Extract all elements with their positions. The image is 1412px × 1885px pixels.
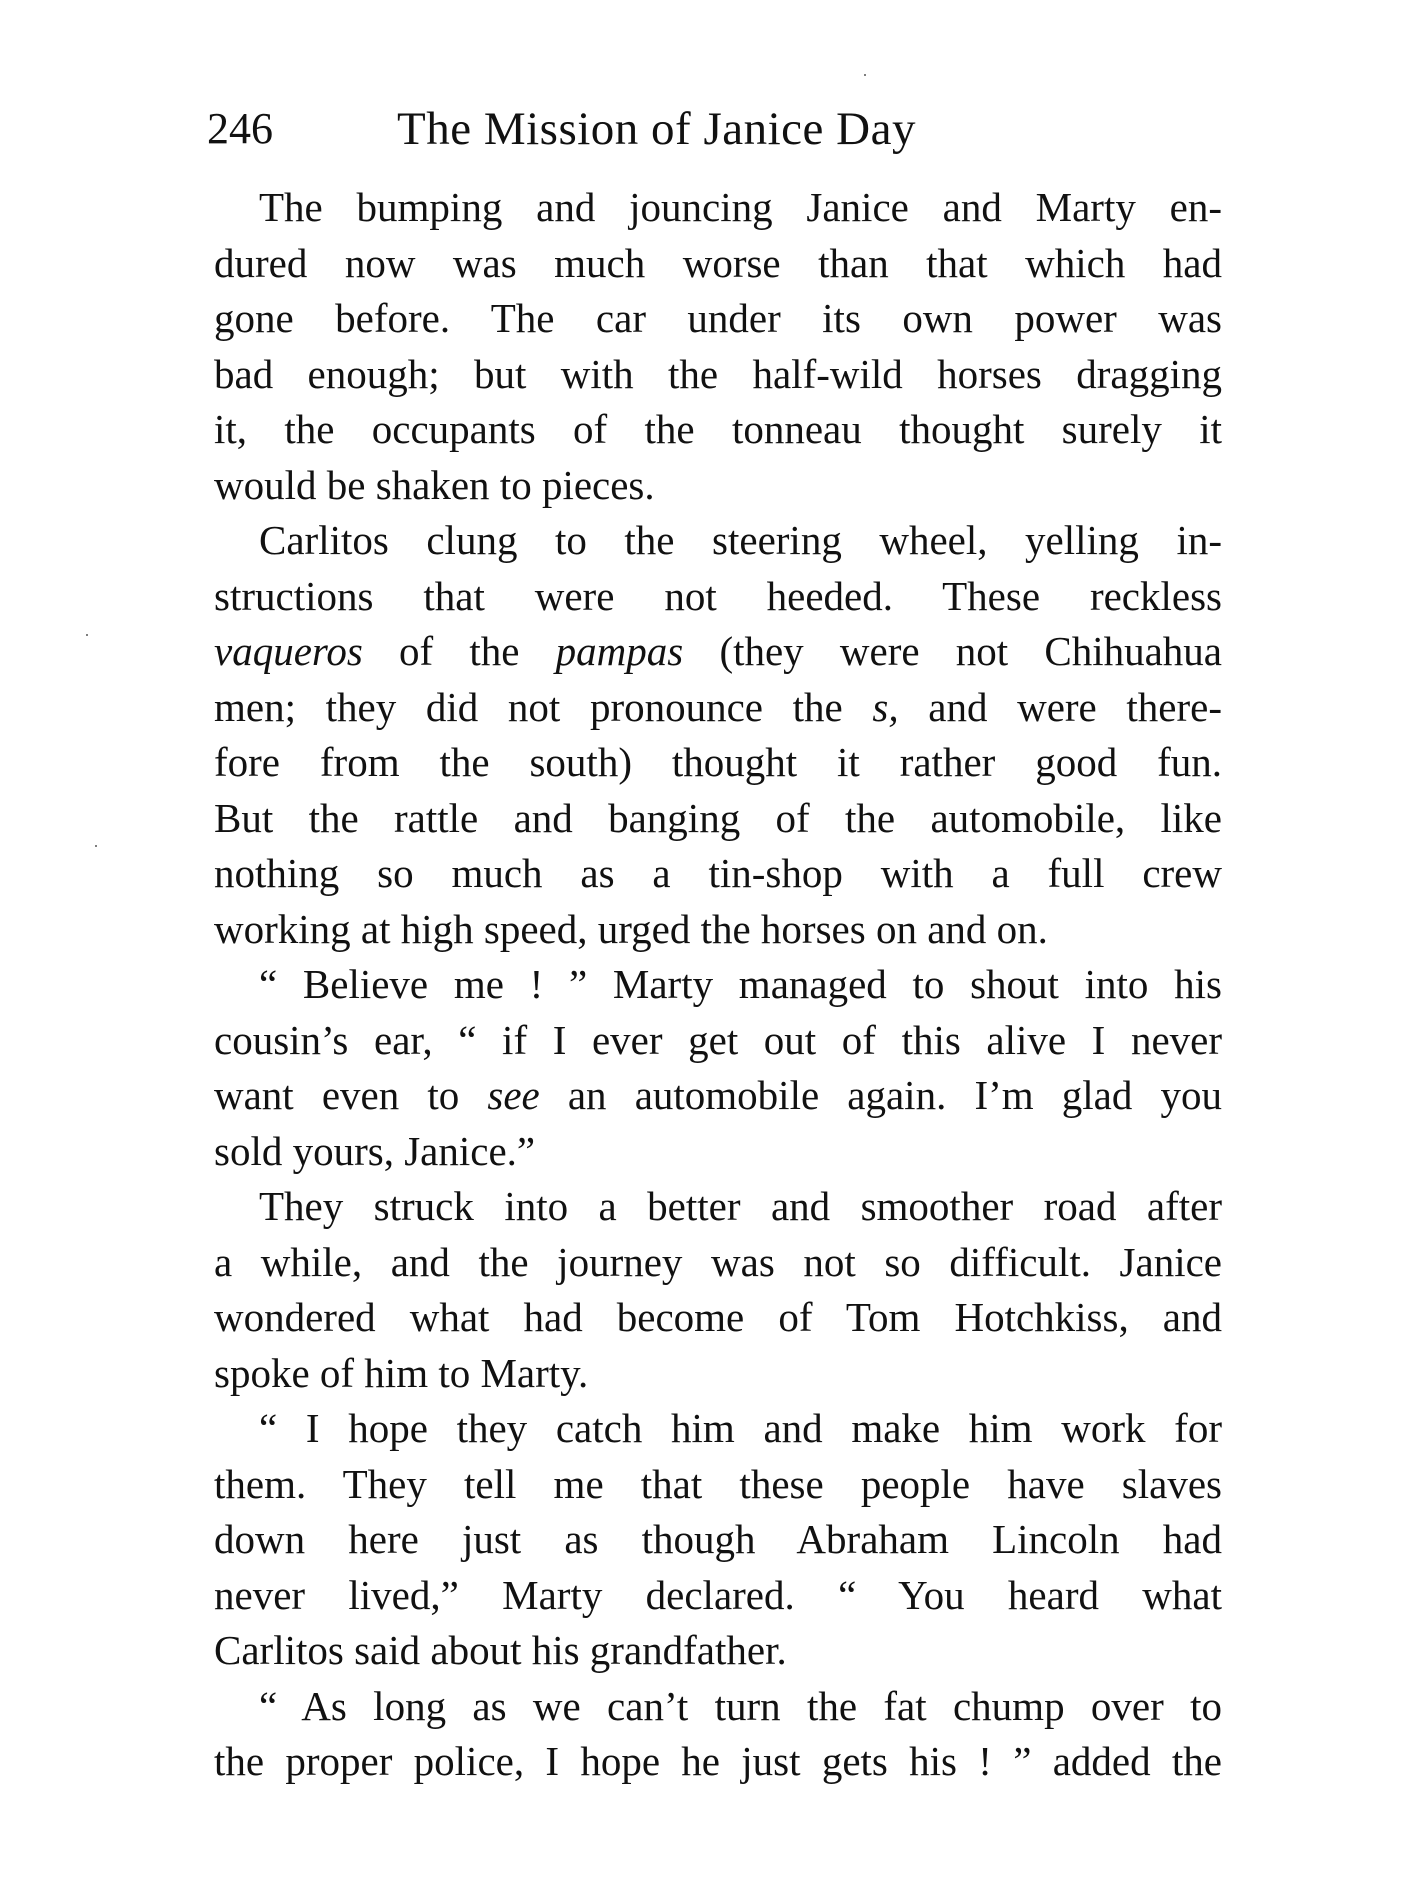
text-line <box>214 902 1222 958</box>
italic-text: s, <box>872 683 899 730</box>
text-line <box>214 458 1222 514</box>
text-line <box>214 1401 1222 1457</box>
text-line <box>214 624 1222 680</box>
body-text <box>214 180 1222 1790</box>
text-line <box>214 957 1222 1013</box>
text-segment: sold yours, Janice.” <box>214 1127 536 1174</box>
text-line <box>214 1013 1222 1069</box>
text-line <box>214 1734 1222 1790</box>
text-segment: But the rattle and banging of the automobile, like <box>214 794 1222 841</box>
text-segment: the proper police, I hope he just gets his ! ” added the <box>214 1738 1222 1784</box>
text-line <box>214 1346 1222 1402</box>
text-segment: “ Believe me ! ” Marty managed to shout into his <box>259 961 1222 1007</box>
text-segment: them. They tell me that these people have slaves <box>214 1460 1222 1507</box>
text-segment: “ As long as we can’t turn the fat chump over to <box>259 1682 1222 1729</box>
text-line <box>214 1457 1222 1513</box>
text-segment: fore from the south) thought it rather good fun. <box>214 739 1222 785</box>
page-header <box>207 98 1222 160</box>
text-segment: Carlitos said about his grandfather. <box>214 1627 787 1673</box>
text-segment: They struck into a better and smoother road after <box>259 1183 1222 1229</box>
scan-speck <box>95 845 97 847</box>
text-segment: working at high speed, urged the horses on and on. <box>214 905 1048 952</box>
text-line <box>214 1068 1222 1124</box>
text-segment: dured now was much worse than that which had <box>214 239 1222 286</box>
text-segment: down here just as though Abraham Lincoln had <box>214 1516 1222 1562</box>
text-line <box>214 1124 1222 1180</box>
text-line <box>214 1568 1222 1624</box>
text-segment: “ I hope they catch him and make him work for <box>259 1405 1222 1451</box>
text-segment: structions that were not heeded. These reckless <box>214 572 1222 619</box>
text-segment: never lived,” Marty declared. “ You heard what <box>214 1571 1222 1618</box>
text-segment: bad enough; but with the half-wild horses dragging <box>214 350 1222 397</box>
page-number: 246 <box>207 104 273 153</box>
text-segment: an automobile again. I’m glad you <box>539 1072 1222 1118</box>
text-line <box>214 680 1222 736</box>
text-line <box>214 846 1222 902</box>
text-segment: a while, and the journey was not so difficult. Janice <box>214 1238 1222 1285</box>
text-line <box>214 735 1222 791</box>
text-line <box>214 1623 1222 1679</box>
text-line <box>214 1679 1222 1735</box>
text-segment: want even to <box>214 1072 488 1118</box>
text-segment: would be shaken to pieces. <box>214 461 655 508</box>
text-line <box>214 1290 1222 1346</box>
text-segment: spoke of him to Marty. <box>214 1349 589 1396</box>
text-segment: of the <box>362 628 556 674</box>
scan-speck <box>864 74 866 76</box>
text-segment: wondered what had become of Tom Hotchkiss, and <box>214 1294 1222 1340</box>
running-title: The Mission of Janice Day <box>397 103 916 155</box>
text-line <box>214 1512 1222 1568</box>
text-line <box>214 1235 1222 1291</box>
text-line <box>214 180 1222 236</box>
text-segment: Carlitos clung to the steering wheel, yelling in- <box>259 517 1222 563</box>
text-line <box>214 1179 1222 1235</box>
text-segment: and were there- <box>898 683 1222 730</box>
text-segment: The bumping and jouncing Janice and Marty en- <box>259 184 1222 230</box>
italic-text: see <box>487 1072 540 1118</box>
text-segment: nothing so much as a tin-shop with a full crew <box>214 850 1222 896</box>
scan-speck <box>86 634 88 636</box>
text-line <box>214 791 1222 847</box>
text-segment: it, the occupants of the tonneau thought surely it <box>214 406 1222 452</box>
text-segment: (they were not Chihuahua <box>683 628 1222 674</box>
text-segment: cousin’s ear, “ if I ever get out of this alive I never <box>214 1016 1222 1063</box>
text-segment: men; they did not pronounce the <box>214 683 873 730</box>
text-line <box>214 569 1222 625</box>
text-line <box>214 347 1222 403</box>
italic-text: pampas <box>555 628 684 674</box>
text-line <box>214 513 1222 569</box>
text-line <box>214 236 1222 292</box>
text-line <box>214 291 1222 347</box>
text-line <box>214 402 1222 458</box>
text-segment: gone before. The car under its own power was <box>214 295 1222 341</box>
italic-text: vaqueros <box>214 628 363 674</box>
